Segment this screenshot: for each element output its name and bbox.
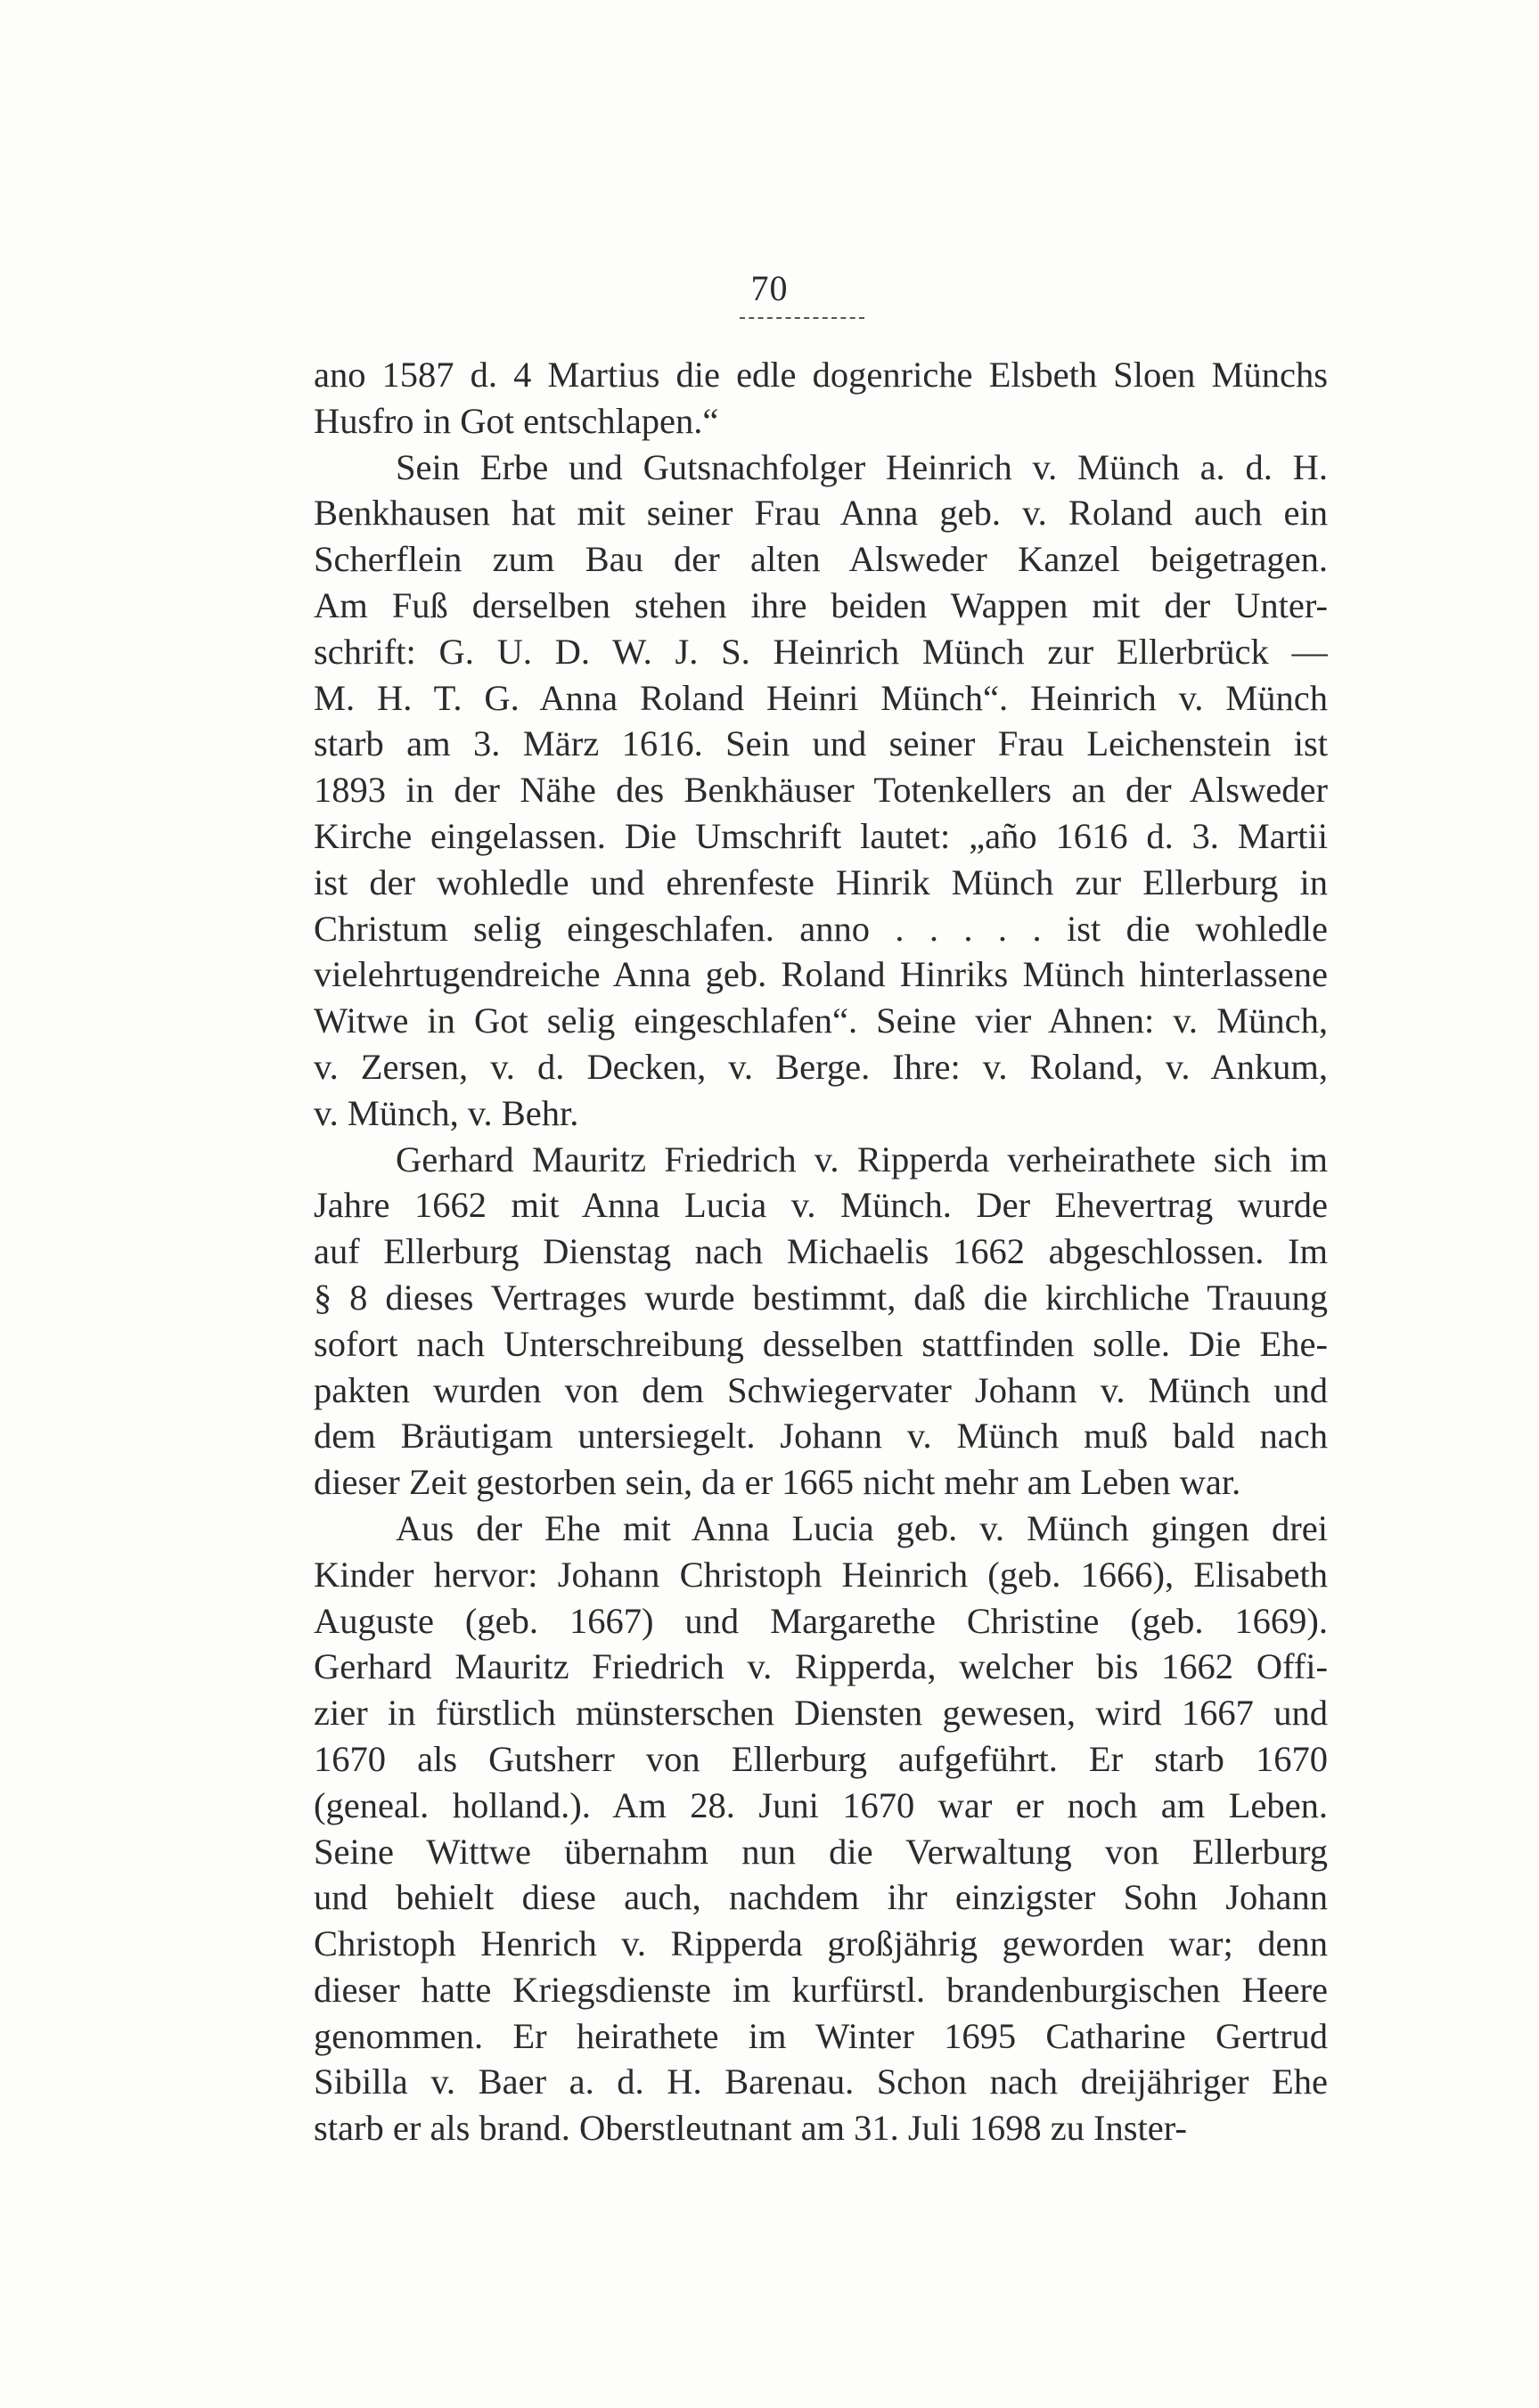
text-line: genommen. Er heirathete im Winter 1695 Catharine Gertrud	[314, 2015, 1328, 2056]
text-line: Sibilla v. Baer a. d. H. Barenau. Schon nach dreijähriger Ehe	[314, 2061, 1328, 2102]
text-line: Gerhard Mauritz Friedrich v. Ripperda verheirathete sich im	[396, 1139, 1328, 1180]
page-number: 70	[750, 268, 789, 308]
text-line: ano 1587 d. 4 Martius die edle dogenriche Elsbeth Sloen Münchs	[314, 355, 1328, 395]
text-line: Kirche eingelassen. Die Umschrift lautet: „año 1616 d. 3. Martii	[314, 815, 1328, 856]
paragraph	[314, 445, 1328, 1137]
text-line: Scherflein zum Bau der alten Alsweder Kanzel beigetragen.	[314, 539, 1328, 580]
text-line: Seine Wittwe übernahm nun die Verwaltung von Ellerburg	[314, 1831, 1328, 1872]
text-line: Jahre 1662 mit Anna Lucia v. Münch. Der Ehevertrag wurde	[314, 1185, 1328, 1226]
text-line: Gerhard Mauritz Friedrich v. Ripperda, welcher bis 1662 Offi-	[314, 1646, 1328, 1687]
text-line: dem Bräutigam untersiegelt. Johann v. Münch muß bald nach	[314, 1416, 1328, 1457]
text-line: ist der wohledle und ehrenfeste Hinrik Münch zur Ellerburg in	[314, 861, 1328, 902]
text-line: starb er als brand. Oberstleutnant am 31. Juli 1698 zu Inster-	[314, 2108, 1187, 2149]
text-line: auf Ellerburg Dienstag nach Michaelis 1662 abgeschlossen. Im	[314, 1231, 1328, 1272]
text-line: starb am 3. März 1616. Sein und seiner Frau Leichenstein ist	[314, 723, 1328, 764]
text-line: 1893 in der Nähe des Benkhäuser Totenkellers an der Alsweder	[314, 770, 1328, 811]
text-line: und behielt diese auch, nachdem ihr einzigster Sohn Johann	[314, 1877, 1328, 1918]
body-text	[314, 352, 1328, 2151]
text-line: pakten wurden von dem Schwiegervater Johann v. Münch und	[314, 1369, 1328, 1410]
page-number-rule	[740, 317, 864, 319]
text-line: Christum selig eingeschlafen. anno . . . . . ist die wohledle	[314, 908, 1328, 949]
text-line: sofort nach Unterschreibung desselben stattfinden solle. Die Ehe-	[314, 1323, 1328, 1364]
text-line: Christoph Henrich v. Ripperda großjährig geworden war; denn	[314, 1923, 1328, 1964]
text-line: Benkhausen hat mit seiner Frau Anna geb. v. Roland auch ein	[314, 493, 1328, 534]
text-line: (geneal. holland.). Am 28. Juni 1670 war er noch am Leben.	[314, 1784, 1328, 1825]
text-line: Sein Erbe und Gutsnachfolger Heinrich v. Münch a. d. H.	[396, 446, 1328, 487]
text-line: Witwe in Got selig eingeschlafen“. Seine vier Ahnen: v. Münch,	[314, 1000, 1328, 1041]
text-line: v. Münch, v. Behr.	[314, 1092, 579, 1133]
text-line: Kinder hervor: Johann Christoph Heinrich (geb. 1666), Elisabeth	[314, 1554, 1328, 1595]
text-line: 1670 als Gutsherr von Ellerburg aufgeführt. Er starb 1670	[314, 1738, 1328, 1779]
text-line: Auguste (geb. 1667) und Margarethe Christine (geb. 1669).	[314, 1600, 1328, 1641]
text-line: zier in fürstlich münsterschen Diensten gewesen, wird 1667 und	[314, 1693, 1328, 1734]
text-line: schrift: G. U. D. W. J. S. Heinrich Münch zur Ellerbrück —	[314, 631, 1328, 672]
text-line: Husfro in Got entschlapen.“	[314, 400, 719, 441]
text-line: v. Zersen, v. d. Decken, v. Berge. Ihre: v. Roland, v. Ankum,	[314, 1046, 1328, 1087]
paragraph	[314, 352, 1328, 445]
text-line: Aus der Ehe mit Anna Lucia geb. v. Münch gingen drei	[396, 1507, 1328, 1548]
text-line: vielehrtugendreiche Anna geb. Roland Hinriks Münch hinterlassene	[314, 954, 1328, 995]
text-line: dieser Zeit gestorben sein, da er 1665 nicht mehr am Leben war.	[314, 1462, 1241, 1503]
text-line: dieser hatte Kriegsdienste im kurfürstl. brandenburgischen Heere	[314, 1969, 1328, 2010]
paragraph	[314, 1506, 1328, 2151]
paragraph	[314, 1137, 1328, 1506]
text-line: Am Fuß derselben stehen ihre beiden Wappen mit der Unter-	[314, 584, 1328, 625]
text-line: § 8 dieses Vertrages wurde bestimmt, daß die kirchliche Trauung	[314, 1277, 1328, 1318]
text-line: M. H. T. G. Anna Roland Heinri Münch“. Heinrich v. Münch	[314, 677, 1328, 718]
